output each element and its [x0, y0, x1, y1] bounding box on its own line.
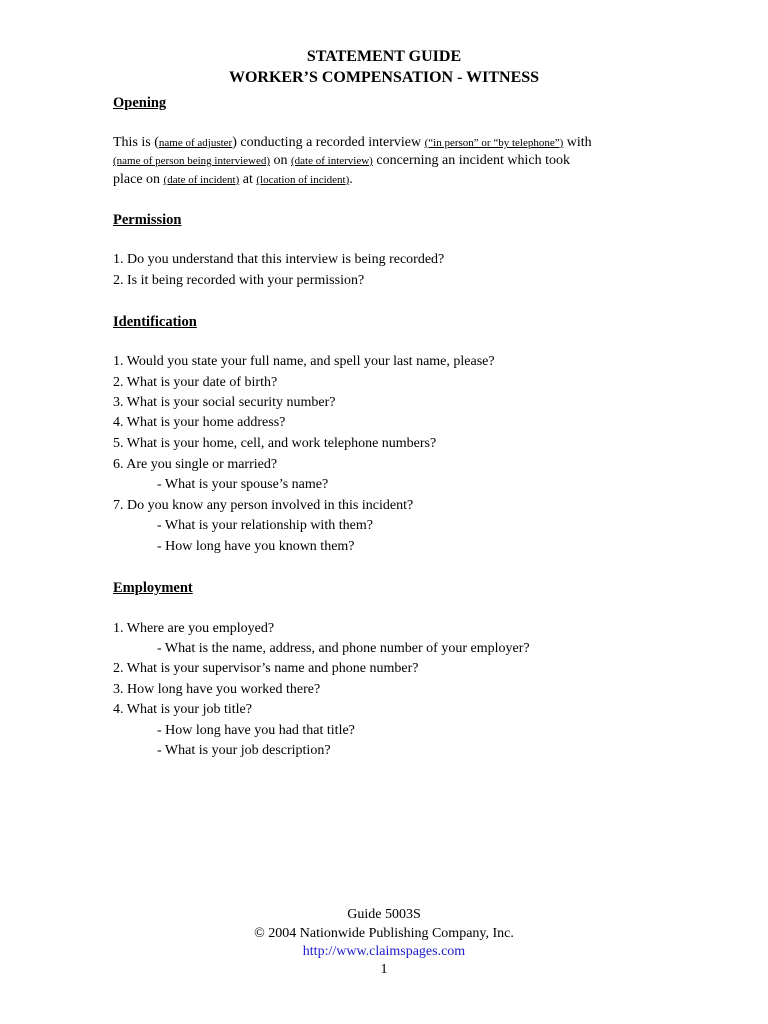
guide-number: Guide 5003S — [347, 907, 421, 922]
list-item: 1. Would you state your full name, and spell your last name, please? — [113, 354, 495, 369]
list-subitem: - What is your spouse’s name? — [157, 477, 329, 492]
list-item: 2. What is your date of birth? — [113, 375, 278, 390]
permission-heading: Permission — [113, 212, 182, 228]
list-subitem: - How long have you known them? — [157, 539, 355, 554]
list-item: 2. Is it being recorded with your permission? — [113, 273, 365, 288]
document-subtitle: WORKER’S COMPENSATION - WITNESS — [228, 69, 540, 86]
opening-line-2 — [113, 152, 570, 170]
opening-text: place on — [113, 172, 164, 187]
website-link[interactable]: http://www.claimspages.com — [302, 944, 466, 959]
identification-heading: Identification — [113, 314, 197, 330]
document-title: STATEMENT GUIDE — [306, 48, 462, 65]
page-number: 1 — [380, 962, 388, 977]
interviewee-placeholder: (name of person being interviewed) — [113, 155, 270, 167]
opening-text: . — [349, 172, 353, 187]
interview-date-placeholder: (date of interview) — [291, 155, 373, 167]
list-item: 4. What is your job title? — [113, 702, 252, 717]
list-item: 7. Do you know any person involved in this incident? — [113, 498, 414, 513]
list-item: 3. What is your social security number? — [113, 395, 336, 410]
opening-text: on — [270, 153, 291, 168]
footer-link-wrap — [0, 943, 768, 961]
list-item: 4. What is your home address? — [113, 415, 286, 430]
opening-heading: Opening — [113, 95, 167, 111]
list-item: 1. Where are you employed? — [113, 621, 275, 636]
incident-date-placeholder: (date of incident) — [163, 174, 240, 186]
opening-line-3 — [113, 171, 353, 189]
opening-text: at — [239, 172, 257, 187]
adjuster-placeholder: name of adjuster — [158, 137, 233, 149]
list-subitem: - How long have you had that title? — [157, 723, 355, 738]
copyright: © 2004 Nationwide Publishing Company, Inc. — [254, 926, 514, 941]
list-subitem: - What is the name, address, and phone number of your employer? — [157, 641, 530, 656]
list-item: 5. What is your home, cell, and work telephone numbers? — [113, 436, 437, 451]
list-item: 3. How long have you worked there? — [113, 682, 321, 697]
interview-mode-placeholder: (“in person” or “by telephone”) — [424, 137, 564, 149]
list-subitem: - What is your relationship with them? — [157, 518, 373, 533]
list-item: 2. What is your supervisor’s name and phone number? — [113, 661, 419, 676]
list-item: 1. Do you understand that this interview is being recorded? — [113, 252, 445, 267]
list-subitem: - What is your job description? — [157, 743, 331, 758]
opening-text: with — [563, 135, 592, 150]
list-item: 6. Are you single or married? — [113, 457, 278, 472]
opening-text: ) conducting a recorded interview — [232, 135, 425, 150]
employment-heading: Employment — [113, 580, 193, 596]
incident-location-placeholder: (location of incident) — [256, 174, 350, 186]
opening-text: This is ( — [113, 135, 159, 150]
opening-line-1 — [113, 134, 592, 152]
opening-text: concerning an incident which took — [372, 153, 570, 168]
